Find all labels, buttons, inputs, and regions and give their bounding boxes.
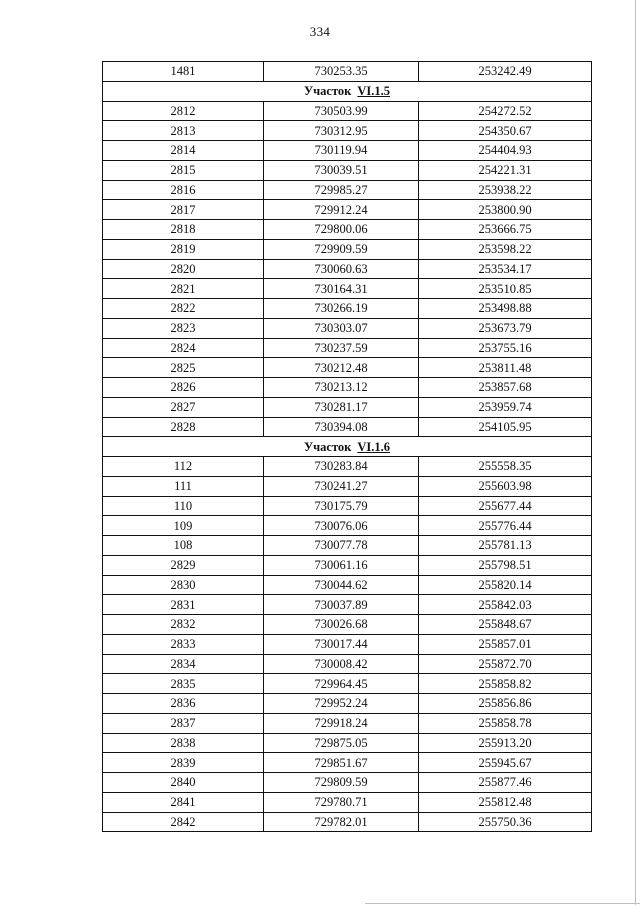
x-coordinate-cell: 730026.68 <box>264 615 419 635</box>
y-coordinate-cell: 255913.20 <box>419 733 592 753</box>
x-coordinate-cell: 729985.27 <box>264 180 419 200</box>
x-coordinate-cell: 730119.94 <box>264 141 419 161</box>
table-row <box>103 615 592 635</box>
table-row <box>103 141 592 161</box>
table-row <box>103 239 592 259</box>
y-coordinate-cell: 253938.22 <box>419 180 592 200</box>
x-coordinate-cell: 730266.19 <box>264 299 419 319</box>
x-coordinate-cell: 730060.63 <box>264 259 419 279</box>
point-number-cell: 2832 <box>103 615 264 635</box>
y-coordinate-cell: 255857.01 <box>419 634 592 654</box>
table-row <box>103 575 592 595</box>
x-coordinate-cell: 730039.51 <box>264 160 419 180</box>
coordinates-table <box>102 61 592 832</box>
y-coordinate-cell: 254272.52 <box>419 101 592 121</box>
x-coordinate-cell: 730241.27 <box>264 476 419 496</box>
table-row <box>103 654 592 674</box>
table-row <box>103 378 592 398</box>
section-header-row <box>103 437 592 457</box>
table-row <box>103 516 592 536</box>
table-row <box>103 62 592 82</box>
section-header-cell <box>103 81 592 101</box>
x-coordinate-cell: 729952.24 <box>264 694 419 714</box>
point-number-cell: 2815 <box>103 160 264 180</box>
point-number-cell: 2824 <box>103 338 264 358</box>
x-coordinate-cell: 730281.17 <box>264 397 419 417</box>
y-coordinate-cell: 253666.75 <box>419 220 592 240</box>
section-prefix: Участок <box>303 84 352 99</box>
table-row <box>103 279 592 299</box>
x-coordinate-cell: 729780.71 <box>264 792 419 812</box>
x-coordinate-cell: 730237.59 <box>264 338 419 358</box>
y-coordinate-cell: 255603.98 <box>419 476 592 496</box>
point-number-cell: 2822 <box>103 299 264 319</box>
point-number-cell: 1481 <box>103 62 264 82</box>
point-number-cell: 2816 <box>103 180 264 200</box>
table-row <box>103 299 592 319</box>
point-number-cell: 2812 <box>103 101 264 121</box>
table-row <box>103 792 592 812</box>
section-header-cell <box>103 437 592 457</box>
y-coordinate-cell: 253510.85 <box>419 279 592 299</box>
table-row <box>103 259 592 279</box>
y-coordinate-cell: 253959.74 <box>419 397 592 417</box>
section-id: VI.1.6 <box>357 439 391 454</box>
point-number-cell: 2817 <box>103 200 264 220</box>
x-coordinate-cell: 730164.31 <box>264 279 419 299</box>
table-row <box>103 220 592 240</box>
section-prefix: Участок <box>303 439 352 454</box>
point-number-cell: 2814 <box>103 141 264 161</box>
x-coordinate-cell: 730312.95 <box>264 121 419 141</box>
x-coordinate-cell: 729912.24 <box>264 200 419 220</box>
x-coordinate-cell: 729851.67 <box>264 753 419 773</box>
point-number-cell: 2819 <box>103 239 264 259</box>
table-row <box>103 476 592 496</box>
table-row <box>103 496 592 516</box>
table-row <box>103 595 592 615</box>
point-number-cell: 2820 <box>103 259 264 279</box>
table-row <box>103 101 592 121</box>
point-number-cell: 2813 <box>103 121 264 141</box>
table-row <box>103 121 592 141</box>
point-number-cell: 2830 <box>103 575 264 595</box>
y-coordinate-cell: 253755.16 <box>419 338 592 358</box>
y-coordinate-cell: 253598.22 <box>419 239 592 259</box>
point-number-cell: 2837 <box>103 713 264 733</box>
table-row <box>103 555 592 575</box>
y-coordinate-cell: 255812.48 <box>419 792 592 812</box>
point-number-cell: 2818 <box>103 220 264 240</box>
page-number: 334 <box>309 24 331 39</box>
table-row <box>103 694 592 714</box>
point-number-cell: 2836 <box>103 694 264 714</box>
y-coordinate-cell: 255877.46 <box>419 773 592 793</box>
table-row <box>103 812 592 832</box>
table-row <box>103 674 592 694</box>
point-number-cell: 110 <box>103 496 264 516</box>
y-coordinate-cell: 255858.78 <box>419 713 592 733</box>
x-coordinate-cell: 730394.08 <box>264 417 419 437</box>
y-coordinate-cell: 253857.68 <box>419 378 592 398</box>
table-row <box>103 180 592 200</box>
point-number-cell: 2838 <box>103 733 264 753</box>
point-number-cell: 2839 <box>103 753 264 773</box>
table-row <box>103 338 592 358</box>
y-coordinate-cell: 255820.14 <box>419 575 592 595</box>
table-row <box>103 773 592 793</box>
x-coordinate-cell: 729918.24 <box>264 713 419 733</box>
x-coordinate-cell: 729809.59 <box>264 773 419 793</box>
point-number-cell: 2831 <box>103 595 264 615</box>
point-number-cell: 2826 <box>103 378 264 398</box>
y-coordinate-cell: 253673.79 <box>419 318 592 338</box>
point-number-cell: 2833 <box>103 634 264 654</box>
point-number-cell: 2823 <box>103 318 264 338</box>
point-number-cell: 108 <box>103 536 264 556</box>
x-coordinate-cell: 730212.48 <box>264 358 419 378</box>
x-coordinate-cell: 729782.01 <box>264 812 419 832</box>
y-coordinate-cell: 255842.03 <box>419 595 592 615</box>
x-coordinate-cell: 729875.05 <box>264 733 419 753</box>
point-number-cell: 109 <box>103 516 264 536</box>
y-coordinate-cell: 254350.67 <box>419 121 592 141</box>
x-coordinate-cell: 730037.89 <box>264 595 419 615</box>
scan-edge-line-right <box>635 0 636 905</box>
y-coordinate-cell: 253498.88 <box>419 299 592 319</box>
point-number-cell: 2835 <box>103 674 264 694</box>
point-number-cell: 2834 <box>103 654 264 674</box>
y-coordinate-cell: 253242.49 <box>419 62 592 82</box>
y-coordinate-cell: 255677.44 <box>419 496 592 516</box>
table-row <box>103 733 592 753</box>
point-number-cell: 2829 <box>103 555 264 575</box>
point-number-cell: 2842 <box>103 812 264 832</box>
y-coordinate-cell: 255945.67 <box>419 753 592 773</box>
point-number-cell: 2825 <box>103 358 264 378</box>
table-row <box>103 536 592 556</box>
x-coordinate-cell: 730044.62 <box>264 575 419 595</box>
table-row <box>103 397 592 417</box>
y-coordinate-cell: 255798.51 <box>419 555 592 575</box>
y-coordinate-cell: 255856.86 <box>419 694 592 714</box>
y-coordinate-cell: 253534.17 <box>419 259 592 279</box>
x-coordinate-cell: 730017.44 <box>264 634 419 654</box>
y-coordinate-cell: 253800.90 <box>419 200 592 220</box>
y-coordinate-cell: 253811.48 <box>419 358 592 378</box>
point-number-cell: 2821 <box>103 279 264 299</box>
table-row <box>103 634 592 654</box>
x-coordinate-cell: 730303.07 <box>264 318 419 338</box>
y-coordinate-cell: 254221.31 <box>419 160 592 180</box>
section-header-row <box>103 81 592 101</box>
coordinates-table-body <box>103 62 592 832</box>
x-coordinate-cell: 729800.06 <box>264 220 419 240</box>
x-coordinate-cell: 730283.84 <box>264 457 419 477</box>
table-row <box>103 417 592 437</box>
y-coordinate-cell: 255848.67 <box>419 615 592 635</box>
y-coordinate-cell: 255781.13 <box>419 536 592 556</box>
table-row <box>103 457 592 477</box>
table-row <box>103 753 592 773</box>
x-coordinate-cell: 730008.42 <box>264 654 419 674</box>
point-number-cell: 112 <box>103 457 264 477</box>
y-coordinate-cell: 254404.93 <box>419 141 592 161</box>
y-coordinate-cell: 255858.82 <box>419 674 592 694</box>
x-coordinate-cell: 730213.12 <box>264 378 419 398</box>
x-coordinate-cell: 730061.16 <box>264 555 419 575</box>
x-coordinate-cell: 730076.06 <box>264 516 419 536</box>
table-row <box>103 200 592 220</box>
x-coordinate-cell: 729909.59 <box>264 239 419 259</box>
scan-edge-line-bottom <box>365 903 640 904</box>
section-id: VI.1.5 <box>357 84 391 99</box>
point-number-cell: 2827 <box>103 397 264 417</box>
table-row <box>103 358 592 378</box>
point-number-cell: 2841 <box>103 792 264 812</box>
point-number-cell: 2828 <box>103 417 264 437</box>
point-number-cell: 2840 <box>103 773 264 793</box>
x-coordinate-cell: 730175.79 <box>264 496 419 516</box>
x-coordinate-cell: 730077.78 <box>264 536 419 556</box>
y-coordinate-cell: 255872.70 <box>419 654 592 674</box>
y-coordinate-cell: 255776.44 <box>419 516 592 536</box>
table-row <box>103 160 592 180</box>
y-coordinate-cell: 254105.95 <box>419 417 592 437</box>
x-coordinate-cell: 730503.99 <box>264 101 419 121</box>
x-coordinate-cell: 730253.35 <box>264 62 419 82</box>
table-row <box>103 713 592 733</box>
table-row <box>103 318 592 338</box>
point-number-cell: 111 <box>103 476 264 496</box>
y-coordinate-cell: 255558.35 <box>419 457 592 477</box>
x-coordinate-cell: 729964.45 <box>264 674 419 694</box>
y-coordinate-cell: 255750.36 <box>419 812 592 832</box>
